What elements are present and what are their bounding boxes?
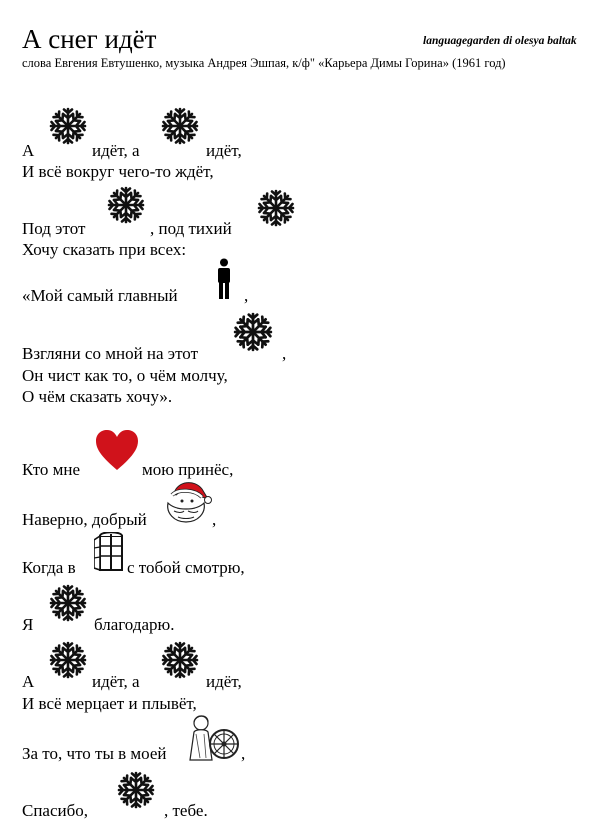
lyric-line-5-part-a: «Мой самый главный [22, 286, 178, 305]
lyric-line-12-part-b: благодарю. [94, 615, 175, 634]
snowflake-icon [232, 311, 274, 353]
snowflake-icon [106, 185, 146, 225]
page-title: А снег идёт [22, 24, 157, 54]
snowflake-icon [160, 640, 200, 680]
lyric-line-4: Хочу сказать при всех: [22, 240, 187, 259]
person-icon [214, 258, 234, 300]
lyric-line-1-part-b: идёт, а [92, 141, 140, 160]
lyric-line-15-part-b: , [241, 744, 246, 763]
snowflake-icon [48, 583, 88, 623]
lyric-line-5-part-b: , [244, 286, 249, 305]
lyric-line-15-part-a: За то, что ты в моей [22, 744, 167, 763]
lyric-line-14: И всё мерцает и плывёт, [22, 694, 197, 713]
santa-icon [164, 477, 212, 523]
lyric-line-7: Он чист как то, о чём молчу, [22, 366, 228, 385]
lyric-line-1-part-c: идёт, [206, 141, 242, 160]
lyric-line-13-part-b: идёт, а [92, 672, 140, 691]
lyric-line-1-part-a: А [22, 141, 35, 160]
lyric-line-13-part-a: А [22, 672, 35, 691]
snowflake-icon [116, 770, 156, 810]
lyric-line-16-part-a: Спасибо, [22, 801, 89, 820]
snowflake-icon [48, 106, 88, 146]
fortune-wheel-icon [186, 714, 242, 762]
snowflake-icon [256, 188, 296, 228]
lyric-line-3-part-b: , под тихий [150, 219, 232, 238]
lyric-line-9-part-b: мою принёс, [142, 460, 234, 479]
lyric-line-16-part-b: , тебе. [164, 801, 208, 820]
window-icon [94, 532, 126, 572]
author-credit: languagegarden di olesya baltak [423, 35, 577, 47]
lyric-line-10-part-b: , [212, 510, 217, 529]
snowflake-icon [48, 640, 88, 680]
lyric-line-11-part-b: с тобой смотрю, [127, 558, 245, 577]
heart-icon [95, 430, 139, 472]
snowflake-icon [160, 106, 200, 146]
lyric-line-11-part-a: Когда в [22, 558, 76, 577]
lyric-line-2: И всё вокруг чего-то ждёт, [22, 162, 214, 181]
lyric-line-13-part-c: идёт, [206, 672, 242, 691]
lyric-line-3-part-a: Под этот [22, 219, 86, 238]
lyric-line-8: О чём сказать хочу». [22, 387, 173, 406]
lyric-line-12-part-a: Я [22, 615, 34, 634]
lyric-line-10-part-a: Наверно, добрый [22, 510, 147, 529]
lyric-line-6-part-b: , [282, 344, 287, 363]
lyric-line-6-part-a: Взгляни со мной на этот [22, 344, 199, 363]
song-credits: слова Евгения Евтушенко, музыка Андрея Эшпая, к/ф" «Карьера Димы Горина» (1961 год) [22, 56, 506, 70]
lyric-line-9-part-a: Кто мне [22, 460, 81, 479]
